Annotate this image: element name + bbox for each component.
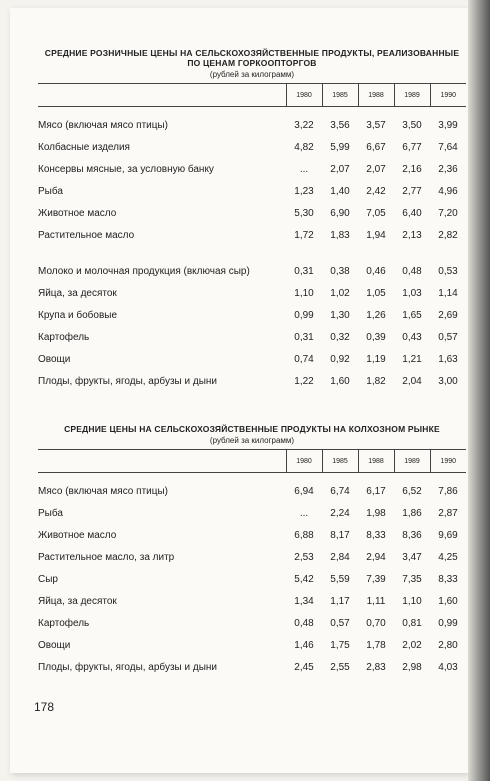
table-row xyxy=(38,365,466,387)
price-cell: 0,32 xyxy=(330,331,350,343)
price-cell: 2,24 xyxy=(330,507,350,519)
price-cell: 7,39 xyxy=(366,573,386,585)
price-cell: 1,14 xyxy=(438,287,458,299)
price-cell: 8,17 xyxy=(330,529,350,541)
price-cell: 1,40 xyxy=(330,185,350,197)
price-cell: 1,75 xyxy=(330,639,350,651)
price-cell: 3,99 xyxy=(438,119,458,131)
price-cell: 3,22 xyxy=(294,119,314,131)
table-row xyxy=(38,585,466,607)
price-cell: 1,60 xyxy=(438,595,458,607)
row-label: Мясо (включая мясо птицы) xyxy=(38,485,168,497)
price-cell: 2,45 xyxy=(294,661,314,673)
price-cell: 6,77 xyxy=(402,141,422,153)
price-cell: 1,98 xyxy=(366,507,386,519)
table2-title: СРЕДНИЕ ЦЕНЫ НА СЕЛЬСКОХОЗЯЙСТВЕННЫЕ ПРОДУКТЫ НА КОЛХОЗНОМ РЫНКЕ xyxy=(64,424,440,434)
price-cell: 1,82 xyxy=(366,375,386,387)
price-cell: 1,30 xyxy=(330,309,350,321)
price-cell: 2,02 xyxy=(402,639,422,651)
price-cell: 2,98 xyxy=(402,661,422,673)
row-label: Растительное масло xyxy=(38,229,135,241)
year-header: 1990 xyxy=(430,450,466,473)
row-label: Молоко и молочная продукция (включая сыр) xyxy=(38,265,250,277)
header-blank xyxy=(38,84,286,107)
year-header: 1980 xyxy=(286,84,322,107)
price-cell: ... xyxy=(299,163,309,175)
retail-prices-table xyxy=(38,83,466,387)
table-row xyxy=(38,241,466,277)
price-cell: 2,53 xyxy=(294,551,314,563)
price-cell: 1,23 xyxy=(294,185,314,197)
price-cell: 0,81 xyxy=(402,617,422,629)
price-cell: 1,03 xyxy=(402,287,422,299)
price-cell: 0,92 xyxy=(330,353,350,365)
price-cell: 2,42 xyxy=(366,185,386,197)
price-cell: 4,03 xyxy=(438,661,458,673)
header-blank xyxy=(38,450,286,473)
price-cell: 2,36 xyxy=(438,163,458,175)
table1-title: СРЕДНИЕ РОЗНИЧНЫЕ ЦЕНЫ НА СЕЛЬСКОХОЗЯЙСТВЕННЫЕ ПРОДУКТЫ, РЕАЛИЗОВАННЫЕ ПО ЦЕНАМ ГОРКООПТОРГОВ xyxy=(44,48,460,68)
price-cell: 1,60 xyxy=(330,375,350,387)
price-cell: 1,17 xyxy=(330,595,350,607)
year-header: 1980 xyxy=(286,450,322,473)
price-cell: 3,57 xyxy=(366,119,386,131)
table-row xyxy=(38,563,466,585)
page-number: 178 xyxy=(34,700,55,714)
row-label: Картофель xyxy=(38,617,90,629)
price-cell: 2,82 xyxy=(438,229,458,241)
table-row xyxy=(38,219,466,241)
table-row xyxy=(38,651,466,673)
price-cell: 1,83 xyxy=(330,229,350,241)
price-cell: 0,39 xyxy=(366,331,386,343)
price-cell: 1,11 xyxy=(366,595,386,607)
price-cell: 2,83 xyxy=(366,661,386,673)
row-label: Животное масло xyxy=(38,207,117,219)
price-cell: 2,07 xyxy=(330,163,350,175)
table-row xyxy=(38,629,466,651)
row-label: Овощи xyxy=(38,639,71,651)
year-header: 1989 xyxy=(394,84,430,107)
price-cell: 8,33 xyxy=(438,573,458,585)
price-cell: 5,30 xyxy=(294,207,314,219)
price-cell: 2,69 xyxy=(438,309,458,321)
price-cell: 1,19 xyxy=(366,353,386,365)
price-cell: 1,10 xyxy=(402,595,422,607)
row-label: Колбасные изделия xyxy=(38,141,130,153)
row-label: Овощи xyxy=(38,353,71,365)
price-cell: 3,56 xyxy=(330,119,350,131)
price-cell: 8,36 xyxy=(402,529,422,541)
table-row xyxy=(38,175,466,197)
table-row xyxy=(38,197,466,219)
retail-prices-section xyxy=(38,48,466,387)
price-cell: 6,90 xyxy=(330,207,350,219)
market-prices-table xyxy=(38,449,466,673)
price-cell: 0,57 xyxy=(330,617,350,629)
price-cell: 1,78 xyxy=(366,639,386,651)
price-cell: 2,07 xyxy=(366,163,386,175)
price-cell: 1,05 xyxy=(366,287,386,299)
price-cell: 4,96 xyxy=(438,185,458,197)
year-header: 1985 xyxy=(322,84,358,107)
price-cell: 0,38 xyxy=(330,265,350,277)
price-cell: 7,64 xyxy=(438,141,458,153)
price-cell: 2,84 xyxy=(330,551,350,563)
year-header: 1989 xyxy=(394,450,430,473)
price-cell: 0,53 xyxy=(438,265,458,277)
price-cell: 6,94 xyxy=(294,485,314,497)
price-cell: 1,02 xyxy=(330,287,350,299)
price-cell: 0,43 xyxy=(402,331,422,343)
table-row xyxy=(38,541,466,563)
price-cell: 0,57 xyxy=(438,331,458,343)
year-header: 1985 xyxy=(322,450,358,473)
table1-unit: (рублей за килограмм) xyxy=(209,70,295,79)
table-row xyxy=(38,153,466,175)
table-row xyxy=(38,607,466,629)
price-cell: 4,25 xyxy=(438,551,458,563)
table-row xyxy=(38,343,466,365)
row-label: Плоды, фрукты, ягоды, арбузы и дыни xyxy=(38,375,217,387)
price-cell: 2,77 xyxy=(402,185,422,197)
row-label: Сыр xyxy=(38,573,58,585)
price-cell: 1,65 xyxy=(402,309,422,321)
price-cell: 2,55 xyxy=(330,661,350,673)
price-cell: 1,86 xyxy=(402,507,422,519)
price-cell: 1,63 xyxy=(438,353,458,365)
price-cell: 1,10 xyxy=(294,287,314,299)
price-cell: 6,40 xyxy=(402,207,422,219)
table-row xyxy=(38,107,466,131)
price-cell: ... xyxy=(299,507,309,519)
market-prices-section xyxy=(38,424,466,673)
price-cell: 6,52 xyxy=(402,485,422,497)
price-cell: 0,48 xyxy=(402,265,422,277)
price-cell: 0,74 xyxy=(294,353,314,365)
price-cell: 1,94 xyxy=(366,229,386,241)
price-cell: 2,87 xyxy=(438,507,458,519)
price-cell: 0,99 xyxy=(294,309,314,321)
price-cell: 5,42 xyxy=(294,573,314,585)
price-cell: 2,94 xyxy=(366,551,386,563)
price-cell: 0,31 xyxy=(294,265,314,277)
price-cell: 3,50 xyxy=(402,119,422,131)
year-header: 1990 xyxy=(430,84,466,107)
page-edge-shadow xyxy=(468,0,490,781)
row-label: Картофель xyxy=(38,331,90,343)
price-cell: 7,35 xyxy=(402,573,422,585)
price-cell: 6,88 xyxy=(294,529,314,541)
price-cell: 1,21 xyxy=(402,353,422,365)
price-cell: 1,34 xyxy=(294,595,314,607)
table-row xyxy=(38,473,466,497)
price-cell: 1,26 xyxy=(366,309,386,321)
row-label: Консервы мясные, за условную банку xyxy=(38,163,214,175)
price-cell: 3,47 xyxy=(402,551,422,563)
year-header: 1988 xyxy=(358,450,394,473)
price-cell: 3,00 xyxy=(438,375,458,387)
price-cell: 6,74 xyxy=(330,485,350,497)
table-row xyxy=(38,277,466,299)
table-row xyxy=(38,497,466,519)
price-cell: 0,99 xyxy=(438,617,458,629)
price-cell: 8,33 xyxy=(366,529,386,541)
price-cell: 0,31 xyxy=(294,331,314,343)
price-cell: 5,99 xyxy=(330,141,350,153)
price-cell: 1,72 xyxy=(294,229,314,241)
price-cell: 0,46 xyxy=(366,265,386,277)
row-label: Животное масло xyxy=(38,529,117,541)
row-label: Мясо (включая мясо птицы) xyxy=(38,119,168,131)
price-cell: 2,04 xyxy=(402,375,422,387)
table-row xyxy=(38,131,466,153)
price-cell: 7,86 xyxy=(438,485,458,497)
row-label: Рыба xyxy=(38,507,63,519)
price-cell: 2,16 xyxy=(402,163,422,175)
price-cell: 2,80 xyxy=(438,639,458,651)
row-label: Крупа и бобовые xyxy=(38,309,118,321)
price-cell: 9,69 xyxy=(438,529,458,541)
price-cell: 6,17 xyxy=(366,485,386,497)
row-label: Яйца, за десяток xyxy=(38,287,117,299)
row-label: Растительное масло, за литр xyxy=(38,551,175,563)
price-cell: 2,13 xyxy=(402,229,422,241)
price-cell: 0,70 xyxy=(366,617,386,629)
price-cell: 7,20 xyxy=(438,207,458,219)
row-label: Рыба xyxy=(38,185,63,197)
table-row xyxy=(38,321,466,343)
price-cell: 6,67 xyxy=(366,141,386,153)
price-cell: 1,46 xyxy=(294,639,314,651)
price-cell: 0,48 xyxy=(294,617,314,629)
table-row xyxy=(38,299,466,321)
price-cell: 5,59 xyxy=(330,573,350,585)
row-label: Яйца, за десяток xyxy=(38,595,117,607)
year-header: 1988 xyxy=(358,84,394,107)
table2-unit: (рублей за килограмм) xyxy=(209,436,295,445)
price-cell: 4,82 xyxy=(294,141,314,153)
price-cell: 7,05 xyxy=(366,207,386,219)
table-row xyxy=(38,519,466,541)
price-cell: 1,22 xyxy=(294,375,314,387)
row-label: Плоды, фрукты, ягоды, арбузы и дыни xyxy=(38,661,217,673)
